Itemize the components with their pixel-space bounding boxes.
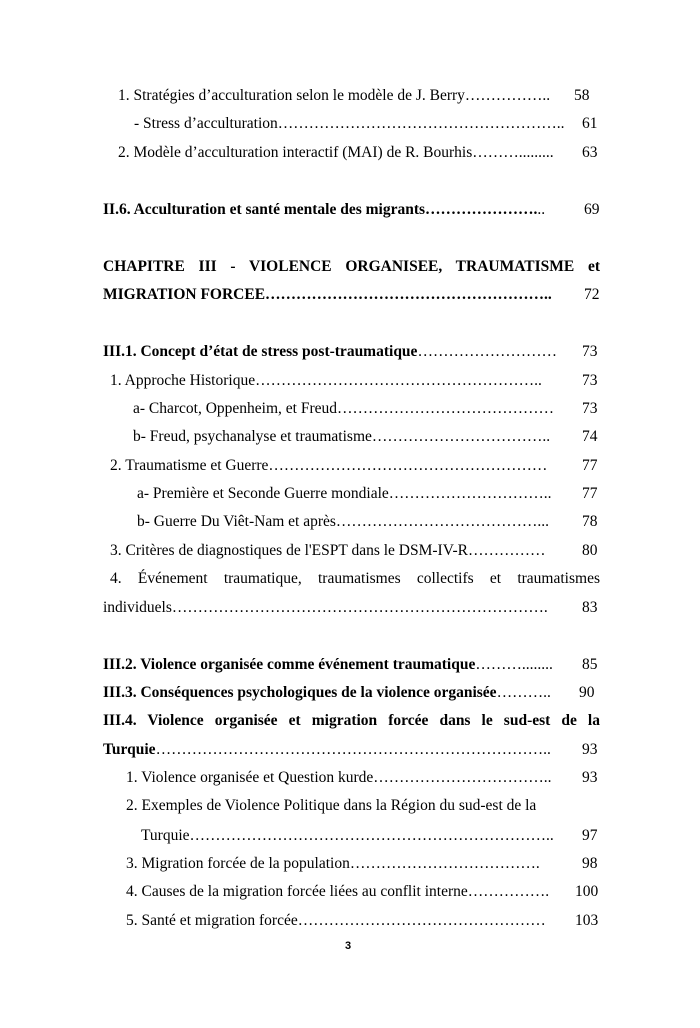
- toc-page-number: 80: [582, 542, 598, 559]
- chapter-heading-line2: MIGRATION FORCEE………………………………………………..: [103, 286, 552, 303]
- toc-entry: b- Guerre Du Viêt-Nam et après…………………………………...: [137, 513, 550, 530]
- toc-entry: a- Charcot, Oppenheim, et Freud……………………………………: [133, 400, 555, 417]
- toc-entry: Turquie……………………………………………………………..: [141, 827, 554, 844]
- toc-page-number: 83: [582, 599, 598, 616]
- toc-page-number: 72: [584, 286, 600, 303]
- toc-entry: 3. Critères de diagnostiques de l'ESPT dans le DSM-IV-R……………: [110, 542, 546, 559]
- toc-page-number: 61: [582, 115, 598, 132]
- toc-entry-line1: 2. Exemples de Violence Politique dans la Région du sud-est de la: [126, 797, 537, 814]
- toc-page-number: 103: [575, 912, 599, 929]
- toc-page-number: 93: [582, 741, 598, 758]
- chapter-heading: CHAPITRE III - VIOLENCE ORGANISEE, TRAUMATISME et: [103, 258, 600, 275]
- toc-section: II.6. Acculturation et santé mentale des migrants…………………...: [103, 201, 546, 218]
- toc-entry-line1: 4. Événement traumatique, traumatismes collectifs et traumatismes: [110, 570, 600, 587]
- toc-entry: 4. Causes de la migration forcée liées au conflit interne…………….: [126, 883, 550, 900]
- toc-page-number: 98: [582, 855, 598, 872]
- toc-page-number: 77: [582, 457, 598, 474]
- toc-section: III.3. Conséquences psychologiques de la violence organisée………..: [103, 684, 551, 701]
- toc-page-number: 58: [574, 87, 590, 104]
- toc-entry: 5. Santé et migration forcée…………………………………………: [126, 912, 546, 929]
- toc-page-number: 69: [584, 201, 600, 218]
- toc-page-number: 77: [582, 485, 598, 502]
- toc-page-number: 63: [582, 144, 598, 161]
- toc-section: III.1. Concept d’état de stress post-traumatique………………………: [103, 343, 557, 360]
- toc-entry: 1. Violence organisée et Question kurde……………………………..: [126, 769, 552, 786]
- toc-page-number: 73: [582, 400, 598, 417]
- toc-page-number: 73: [582, 343, 598, 360]
- toc-entry: a- Première et Seconde Guerre mondiale…………………………..: [137, 485, 552, 502]
- toc-page-number: 74: [582, 428, 598, 445]
- page-number: 3: [345, 940, 352, 952]
- toc-page-number: 93: [582, 769, 598, 786]
- toc-entry: b- Freud, psychanalyse et traumatisme……………………………..: [133, 428, 551, 445]
- toc-page-number: 100: [575, 883, 599, 900]
- toc-entry: 1. Approche Historique………………………………………………..: [110, 372, 542, 389]
- toc-page-number: 73: [582, 372, 598, 389]
- toc-page-number: 78: [582, 513, 598, 530]
- toc-section: Turquie…………………………………………………………………..: [103, 741, 551, 758]
- toc-section-line1: III.4. Violence organisée et migration forcée dans le sud-est de la: [103, 712, 600, 729]
- toc-entry: 3. Migration forcée de la population……………………………….: [126, 855, 540, 872]
- toc-page-number: 85: [582, 656, 598, 673]
- toc-entry: - Stress d’acculturation………………………………………………..: [134, 115, 565, 132]
- toc-entry: 1. Stratégies d’acculturation selon le modèle de J. Berry……………..: [118, 87, 551, 104]
- toc-entry: 2. Modèle d’acculturation interactif (MAI) de R. Bourhis……….........: [118, 144, 554, 161]
- toc-entry: 2. Traumatisme et Guerre………………………………………………: [110, 457, 548, 474]
- toc-page-number: 90: [579, 684, 595, 701]
- toc-entry: individuels……………………………………………………………….: [103, 599, 548, 616]
- toc-section: III.2. Violence organisée comme événement traumatique………........: [103, 656, 553, 673]
- toc-page-number: 97: [582, 827, 598, 844]
